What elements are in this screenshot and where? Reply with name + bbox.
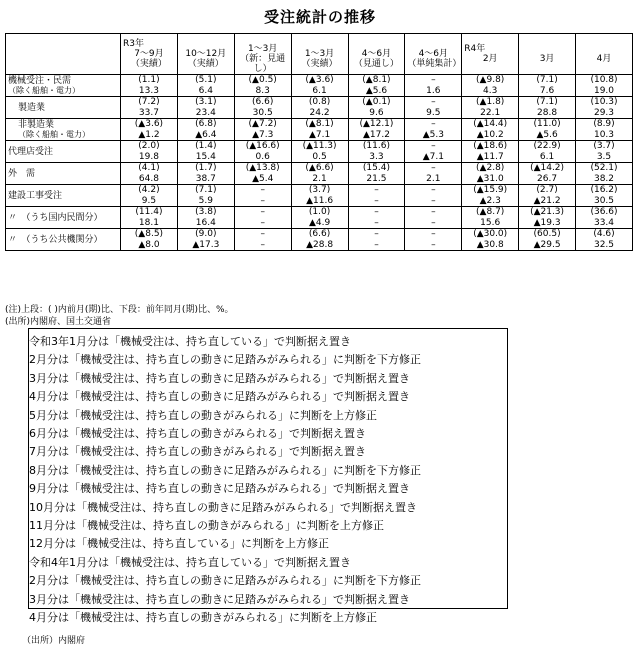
yoy-change-cell: 29.3	[576, 108, 633, 119]
period-label: 4月	[596, 54, 612, 64]
mom-change-cell: (7.1)	[519, 97, 576, 108]
yoy-change-cell: –	[348, 196, 405, 207]
mom-change-cell: (60.5)	[519, 229, 576, 240]
yoy-change-cell: 24.2	[291, 108, 348, 119]
table-row	[6, 97, 633, 108]
yoy-change-cell: 7.6	[519, 86, 576, 97]
yoy-change-cell: ▲7.3	[234, 130, 291, 141]
yoy-change-cell: 0.5	[291, 152, 348, 163]
period-type: （実績）	[301, 59, 338, 69]
yoy-change-cell: 18.1	[121, 218, 178, 229]
yoy-change-cell: –	[405, 240, 462, 251]
period-label: 4～6月	[418, 49, 449, 59]
row-label-text: 非製造業	[18, 119, 55, 130]
table-row	[6, 185, 633, 196]
mom-change-cell: (8.9)	[576, 119, 633, 130]
period-year: R4年	[464, 44, 486, 54]
mom-change-cell: (7.1)	[519, 75, 576, 86]
header-row	[6, 34, 633, 75]
mom-change-cell: (▲6.6)	[291, 163, 348, 174]
mom-change-cell: (1.1)	[121, 75, 178, 86]
yoy-change-cell: ▲8.0	[121, 240, 178, 251]
yoy-change-cell: ▲5.6	[348, 86, 405, 97]
table-row	[6, 207, 633, 218]
yoy-change-cell: 28.8	[519, 108, 576, 119]
mom-change-cell: (10.8)	[576, 75, 633, 86]
assessment-line: 4月分は「機械受注は、持ち直しの動きに足踏みがみられる」で判断据え置き	[29, 390, 410, 404]
mom-change-cell: –	[234, 207, 291, 218]
table-source: (出所)内閣府、国土交通省	[5, 317, 112, 327]
mom-change-cell: (▲9.8)	[462, 75, 519, 86]
yoy-change-cell: ▲21.2	[519, 196, 576, 207]
table-row	[6, 229, 633, 240]
mom-change-cell: (22.9)	[519, 141, 576, 152]
yoy-change-cell: –	[348, 218, 405, 229]
mom-change-cell: (10.3)	[576, 97, 633, 108]
yoy-change-cell: 19.0	[576, 86, 633, 97]
period-label: 4～6月	[361, 49, 392, 59]
yoy-change-cell: 4.3	[462, 86, 519, 97]
assessment-history-box	[28, 328, 508, 625]
yoy-change-cell: 23.4	[177, 108, 234, 119]
period-label: 1～3月	[304, 49, 335, 59]
mom-change-cell: (11.6)	[348, 141, 405, 152]
assessment-line: 11月分は「機械受注は、持ち直しの動きがみられる」に判断を上方修正	[29, 519, 384, 533]
mom-change-cell: (1.4)	[177, 141, 234, 152]
mom-change-cell: (▲18.6)	[462, 141, 519, 152]
yoy-change-cell: ▲7.1	[291, 130, 348, 141]
header-corner	[6, 34, 121, 75]
row-label	[6, 163, 121, 185]
mom-change-cell: (1.0)	[291, 207, 348, 218]
yoy-change-cell: ▲28.8	[291, 240, 348, 251]
mom-change-cell: (3.7)	[291, 185, 348, 196]
mom-change-cell: (11.0)	[519, 119, 576, 130]
mom-change-cell: (▲0.1)	[348, 97, 405, 108]
assessment-line: 3月分は「機械受注は、持ち直しの動きに足踏みがみられる」で判断据え置き	[29, 592, 410, 606]
mom-change-cell: (4.1)	[121, 163, 178, 174]
mom-change-cell: –	[348, 185, 405, 196]
period-label: 7～9月	[134, 49, 164, 59]
period-year: R3年	[123, 39, 144, 49]
yoy-change-cell: –	[405, 218, 462, 229]
row-sublabel: （除く船舶・電力）	[18, 129, 90, 139]
mom-change-cell: (▲3.6)	[291, 75, 348, 86]
period-header	[177, 34, 234, 75]
period-type: （単純集計）	[407, 59, 462, 69]
yoy-change-cell: 2.1	[291, 174, 348, 185]
mom-change-cell: –	[405, 185, 462, 196]
yoy-change-cell: –	[234, 240, 291, 251]
mom-change-cell: (▲2.8)	[462, 163, 519, 174]
row-label-text: 代理店受注	[8, 146, 54, 157]
row-label	[6, 141, 121, 163]
yoy-change-cell: 0.6	[234, 152, 291, 163]
yoy-change-cell: 38.2	[576, 174, 633, 185]
mom-change-cell: (4.2)	[121, 185, 178, 196]
row-sublabel: （除く船舶・電力）	[8, 85, 80, 95]
mom-change-cell: –	[234, 185, 291, 196]
yoy-change-cell: ▲2.3	[462, 196, 519, 207]
mom-change-cell: (3.1)	[177, 97, 234, 108]
mom-change-cell: –	[348, 229, 405, 240]
mom-change-cell: –	[234, 229, 291, 240]
yoy-change-cell: 2.1	[405, 174, 462, 185]
mom-change-cell: –	[405, 119, 462, 130]
mom-change-cell: (5.1)	[177, 75, 234, 86]
yoy-change-cell: ▲11.6	[291, 196, 348, 207]
period-header	[348, 34, 405, 75]
assessment-line: 3月分は「機械受注は、持ち直しの動きに足踏みがみられる」で判断据え置き	[29, 371, 410, 385]
box-source: （出所）内閣府	[22, 636, 86, 646]
mom-change-cell: (2.7)	[519, 185, 576, 196]
mom-change-cell: (▲14.2)	[519, 163, 576, 174]
mom-change-cell: –	[405, 207, 462, 218]
mom-change-cell: (11.4)	[121, 207, 178, 218]
yoy-change-cell: 6.4	[177, 86, 234, 97]
table-note: (注)上段：( )内前月(期)比、下段：前年同月(期)比、%。	[5, 305, 234, 315]
yoy-change-cell: 6.1	[519, 152, 576, 163]
yoy-change-cell: ▲17.3	[177, 240, 234, 251]
mom-change-cell: (▲15.9)	[462, 185, 519, 196]
assessment-line: 5月分は「機械受注は、持ち直しの動きがみられる」に判断を上方修正	[29, 408, 377, 422]
period-header	[121, 34, 178, 75]
yoy-change-cell: ▲5.4	[234, 174, 291, 185]
yoy-change-cell: ▲5.6	[519, 130, 576, 141]
yoy-change-cell: ▲17.2	[348, 130, 405, 141]
row-label	[6, 185, 121, 207]
mom-change-cell: –	[405, 229, 462, 240]
row-label-text: 〃 （うち国内民間分）	[8, 212, 103, 223]
period-type: （新：見通し）	[240, 54, 286, 74]
yoy-change-cell: 10.3	[576, 130, 633, 141]
yoy-change-cell: 6.1	[291, 86, 348, 97]
mom-change-cell: (16.2)	[576, 185, 633, 196]
mom-change-cell: (0.8)	[291, 97, 348, 108]
row-label-text: 建設工事受注	[8, 190, 63, 201]
yoy-change-cell: 21.5	[348, 174, 405, 185]
assessment-line: 10月分は「機械受注は、持ち直しの動きに足踏みがみられる」で判断据え置き	[29, 500, 417, 514]
mom-change-cell: (▲8.1)	[348, 75, 405, 86]
assessment-line: 令和4年1月分は「機械受注は、持ち直している」で判断据え置き	[29, 555, 351, 569]
period-label: 10～12月	[185, 49, 227, 59]
period-header	[405, 34, 462, 75]
row-label-text: 外 需	[8, 168, 36, 179]
yoy-change-cell: –	[234, 218, 291, 229]
mom-change-cell: (36.6)	[576, 207, 633, 218]
yoy-change-cell: 3.3	[348, 152, 405, 163]
assessment-line: 12月分は「機械受注は、持ち直している」に判断を上方修正	[29, 537, 329, 551]
mom-change-cell: (▲16.6)	[234, 141, 291, 152]
period-type: （実績）	[187, 59, 224, 69]
mom-change-cell: (9.0)	[177, 229, 234, 240]
yoy-change-cell: ▲4.9	[291, 218, 348, 229]
mom-change-cell: (▲1.8)	[462, 97, 519, 108]
period-type: （実績）	[130, 59, 167, 69]
yoy-change-cell: 32.5	[576, 240, 633, 251]
mom-change-cell: (▲12.1)	[348, 119, 405, 130]
mom-change-cell: (1.7)	[177, 163, 234, 174]
mom-change-cell: (6.8)	[177, 119, 234, 130]
mom-change-cell: –	[405, 163, 462, 174]
yoy-change-cell: 15.4	[177, 152, 234, 163]
yoy-change-cell: 33.7	[121, 108, 178, 119]
yoy-change-cell: ▲30.8	[462, 240, 519, 251]
row-label-text: 機械受注・民需	[8, 75, 72, 86]
mom-change-cell: (▲13.8)	[234, 163, 291, 174]
table-row	[6, 119, 633, 130]
assessment-line: 令和3年1月分は「機械受注は、持ち直している」で判断据え置き	[29, 335, 351, 348]
period-label: 3月	[539, 54, 555, 64]
mom-change-cell: (7.2)	[121, 97, 178, 108]
yoy-change-cell: 3.5	[576, 152, 633, 163]
yoy-change-cell: 33.4	[576, 218, 633, 229]
mom-change-cell: (7.1)	[177, 185, 234, 196]
yoy-change-cell: 19.8	[121, 152, 178, 163]
yoy-change-cell: 15.6	[462, 218, 519, 229]
mom-change-cell: (3.7)	[576, 141, 633, 152]
mom-change-cell: –	[405, 97, 462, 108]
assessment-line: 8月分は「機械受注は、持ち直しの動きに足踏みがみられる」に判断を下方修正	[29, 463, 421, 477]
period-header	[519, 34, 576, 75]
yoy-change-cell: ▲31.0	[462, 174, 519, 185]
assessment-line: 2月分は「機械受注は、持ち直しの動きに足踏みがみられる」に判断を下方修正	[29, 574, 421, 588]
assessment-line: 4月分は「機械受注は、持ち直しの動きがみられる」に判断を上方修正	[29, 611, 377, 625]
yoy-change-cell: ▲29.5	[519, 240, 576, 251]
table-row	[6, 163, 633, 174]
yoy-change-cell: 1.6	[405, 86, 462, 97]
row-label	[6, 207, 121, 229]
yoy-change-cell: –	[348, 240, 405, 251]
mom-change-cell: (▲8.1)	[291, 119, 348, 130]
yoy-change-cell: 9.6	[348, 108, 405, 119]
period-header	[462, 34, 519, 75]
mom-change-cell: (▲0.5)	[234, 75, 291, 86]
yoy-change-cell: ▲11.7	[462, 152, 519, 163]
row-label	[6, 119, 121, 141]
mom-change-cell: (6.6)	[291, 229, 348, 240]
assessment-line: 9月分は「機械受注は、持ち直しの動きに足踏みがみられる」で判断据え置き	[29, 482, 410, 496]
row-label-text: 〃 （うち公共機関分）	[8, 234, 103, 245]
mom-change-cell: (52.1)	[576, 163, 633, 174]
yoy-change-cell: 30.5	[576, 196, 633, 207]
mom-change-cell: (4.6)	[576, 229, 633, 240]
mom-change-cell: –	[348, 207, 405, 218]
mom-change-cell: (▲21.3)	[519, 207, 576, 218]
yoy-change-cell: 16.4	[177, 218, 234, 229]
table-row	[6, 141, 633, 152]
row-label	[6, 97, 121, 119]
mom-change-cell: (▲7.2)	[234, 119, 291, 130]
assessment-line: 2月分は「機械受注は、持ち直しの動きに足踏みがみられる」に判断を下方修正	[29, 353, 421, 367]
yoy-change-cell: 9.5	[121, 196, 178, 207]
assessment-line: 6月分は「機械受注は、持ち直しの動きがみられる」で判断据え置き	[29, 427, 366, 441]
yoy-change-cell: 30.5	[234, 108, 291, 119]
yoy-change-cell: ▲1.2	[121, 130, 178, 141]
yoy-change-cell: ▲5.3	[405, 130, 462, 141]
yoy-change-cell: 26.7	[519, 174, 576, 185]
mom-change-cell: –	[405, 141, 462, 152]
row-label	[6, 229, 121, 251]
mom-change-cell: (▲3.6)	[121, 119, 178, 130]
yoy-change-cell: –	[234, 196, 291, 207]
period-label: 1～3月	[247, 44, 278, 54]
table-row	[6, 75, 633, 86]
mom-change-cell: (15.4)	[348, 163, 405, 174]
period-type: （見通し）	[353, 59, 399, 69]
mom-change-cell: (2.0)	[121, 141, 178, 152]
period-header	[234, 34, 291, 75]
period-label: 2月	[482, 54, 498, 64]
period-header	[291, 34, 348, 75]
mom-change-cell: (3.8)	[177, 207, 234, 218]
row-label-text: 製造業	[18, 102, 46, 113]
yoy-change-cell: 5.9	[177, 196, 234, 207]
orders-statistics-table	[5, 33, 633, 251]
yoy-change-cell: 38.7	[177, 174, 234, 185]
mom-change-cell: –	[405, 75, 462, 86]
period-header	[576, 34, 633, 75]
yoy-change-cell: ▲7.1	[405, 152, 462, 163]
mom-change-cell: (6.6)	[234, 97, 291, 108]
yoy-change-cell: 22.1	[462, 108, 519, 119]
mom-change-cell: (▲11.3)	[291, 141, 348, 152]
row-label	[6, 75, 121, 97]
yoy-change-cell: 64.8	[121, 174, 178, 185]
yoy-change-cell: ▲6.4	[177, 130, 234, 141]
yoy-change-cell: –	[405, 196, 462, 207]
mom-change-cell: (▲8.7)	[462, 207, 519, 218]
assessment-line: 7月分は「機械受注は、持ち直しの動きがみられる」で判断据え置き	[29, 445, 366, 459]
yoy-change-cell: ▲19.3	[519, 218, 576, 229]
yoy-change-cell: ▲10.2	[462, 130, 519, 141]
yoy-change-cell: 8.3	[234, 86, 291, 97]
mom-change-cell: (▲14.4)	[462, 119, 519, 130]
page-title: 受注統計の推移	[263, 8, 376, 26]
mom-change-cell: (▲8.5)	[121, 229, 178, 240]
yoy-change-cell: 9.5	[405, 108, 462, 119]
yoy-change-cell: 13.3	[121, 86, 178, 97]
mom-change-cell: (▲30.0)	[462, 229, 519, 240]
